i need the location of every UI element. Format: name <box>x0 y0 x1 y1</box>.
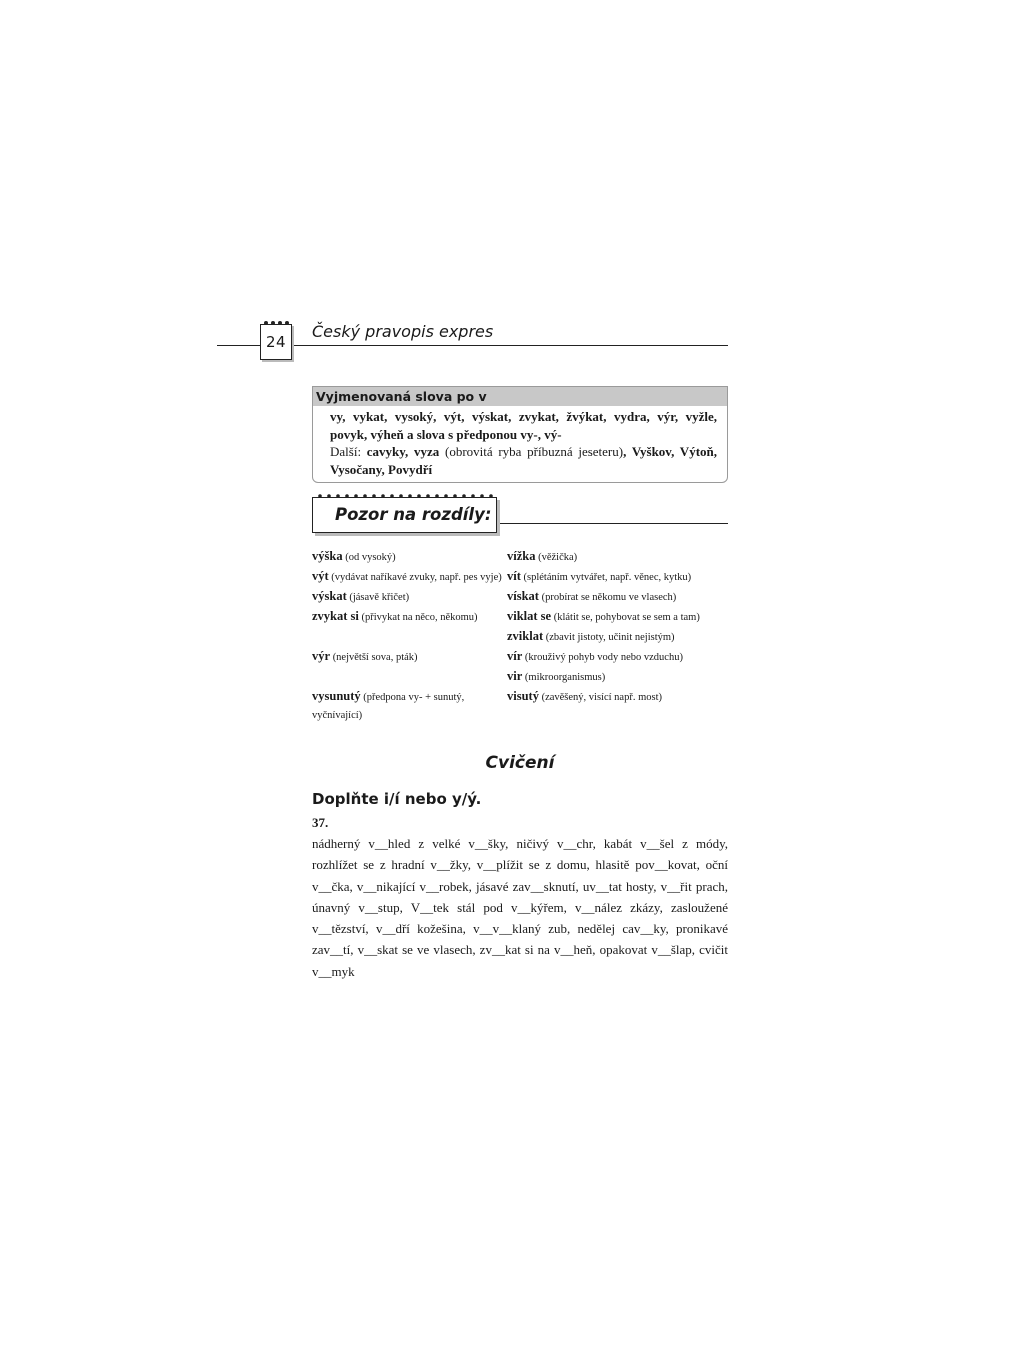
left-word: výr <box>312 649 331 663</box>
right-note: (klátit se, pohybovat se sem a tam) <box>551 612 700 623</box>
pair-row <box>312 687 728 725</box>
left-word: výt <box>312 569 329 583</box>
right-word: zviklat <box>507 629 544 643</box>
exercise-number: 37. <box>312 815 329 830</box>
left-note: (od vysoký) <box>342 552 396 563</box>
dalsi-words-2: , Vyškov, Výtoň, Vysočany, Povydří <box>330 444 717 477</box>
pair-row <box>312 567 728 587</box>
info-box-title: Vyjmenovaná slova po v <box>313 387 727 406</box>
page-number: 24 <box>265 333 287 351</box>
right-note: (probírat se někomu ve vlasech) <box>538 592 677 603</box>
word-pairs-table <box>312 547 728 725</box>
right-word: vít <box>507 569 521 583</box>
word-pairs <box>312 547 728 725</box>
pair-row <box>312 627 728 647</box>
left-word: zvykat si <box>312 609 359 623</box>
right-word: vir <box>507 669 523 683</box>
right-note: (věžička) <box>535 552 578 563</box>
right-note: (zavěšený, visící např. most) <box>538 692 662 703</box>
right-word: vížka <box>507 549 536 563</box>
right-word: viklat se <box>507 609 552 623</box>
left-note: (jásavě křičet) <box>346 592 410 603</box>
left-word: výskat <box>312 589 347 603</box>
pair-row <box>312 667 728 687</box>
binder-rings-icon <box>316 492 496 500</box>
exercise-text: nádherný v__hled z velké v__šky, ničivý v__chr, kabát v__šel z módy, rozhlížet se z hradní v__žky, v__plížit se z domu, hlasitě pov__kovat, oční v__čka, v__nikající v__robek, jásavé zav__sknutí, uv__tat hosty, v__řit prach, únavný v__stup, V__tek stál pod v__kýřem, v__nález zkázy, zasloužené v__tězství, v__dří kožešina, v__v__klaný zub, nedělej cav__ky, pronikavé zav__tí, v__skat se ve vlasech, zv__kat si na v__heň, opakovat v__šlap, cvičit v__myk <box>312 836 728 979</box>
dalsi-label: Další: <box>330 444 367 459</box>
dalsi-note: (obrovitá ryba příbuzná jeseteru) <box>439 444 624 459</box>
notice-box <box>312 497 497 533</box>
right-word: visutý <box>507 689 539 703</box>
right-note: (mikroorganismus) <box>522 672 606 683</box>
right-word: vír <box>507 649 523 663</box>
left-word: vysunutý <box>312 689 361 703</box>
info-box-body <box>313 406 727 478</box>
book-title: Český pravopis expres <box>312 322 494 341</box>
page-number-tab <box>260 324 292 360</box>
left-note: (přivykat na něco, někomu) <box>358 612 478 623</box>
pair-row <box>312 647 728 667</box>
dalsi-words: cavyky, vyza <box>366 444 440 459</box>
task-instruction: Doplňte i/í nebo y/ý. <box>312 790 482 808</box>
notice-title: Pozor na rozdíly: <box>335 505 492 524</box>
left-word: výška <box>312 549 343 563</box>
notice-rule <box>496 523 728 524</box>
left-note: (vydávat naříkavé zvuky, např. pes vyje) <box>328 572 502 583</box>
pair-row <box>312 547 728 567</box>
info-box <box>312 386 728 483</box>
word-list: vy, vykat, vysoký, výt, výskat, zvykat, žvýkat, vydra, výr, vyžle, povyk, výheň a slova s předponou vy-, vý- <box>330 409 717 442</box>
pair-row <box>312 587 728 607</box>
right-note: (splétáním vytvářet, např. věnec, kytku) <box>520 572 692 583</box>
pair-row <box>312 607 728 627</box>
header-rule <box>217 345 728 346</box>
exercise-heading: Cvičení <box>485 753 555 773</box>
right-note: (zbavit jistoty, učinit nejistým) <box>543 632 675 643</box>
left-note: (největší sova, pták) <box>330 652 418 663</box>
right-word: vískat <box>507 589 539 603</box>
right-note: (krouživý pohyb vody nebo vzduchu) <box>522 652 683 663</box>
binder-rings-icon <box>263 319 291 327</box>
left-note: (předpona vy- + sunutý, vyčnívající) <box>312 692 465 721</box>
